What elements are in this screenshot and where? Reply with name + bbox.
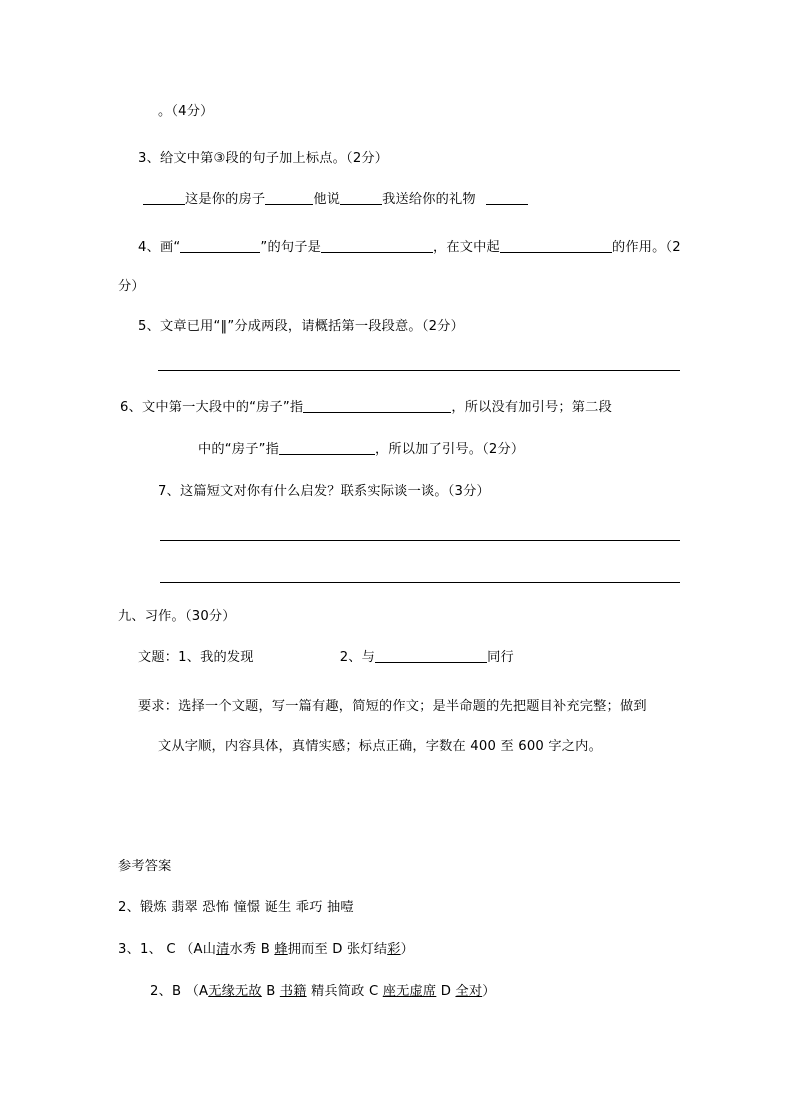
q4-answer-blank-2[interactable] xyxy=(500,240,612,253)
q3-segment-3: 我送给你的礼物 xyxy=(382,192,476,207)
ak3b-underlined-4: 全对 xyxy=(455,984,483,999)
q3-segment-1: 这是你的房子 xyxy=(185,192,266,207)
question-6-line-1 xyxy=(120,400,612,414)
question-3-answer-line xyxy=(143,192,528,206)
ak3-underlined-1: 清 xyxy=(216,942,230,957)
q6-answer-blank-1[interactable] xyxy=(303,400,451,413)
punctuation-blank-1[interactable] xyxy=(143,192,185,205)
question-4-prompt xyxy=(138,240,681,254)
punctuation-blank-4[interactable] xyxy=(486,192,528,205)
ak3-underlined-3: 彩 xyxy=(387,942,401,957)
answer-key-item-3-line-1 xyxy=(118,943,414,956)
question-2-tail: 。（4分） xyxy=(158,104,214,119)
punctuation-blank-3[interactable] xyxy=(340,192,382,205)
ak3b-underlined-1: 无缘无故 xyxy=(208,984,262,999)
ak3-prefix: 3、1、 C （A山 xyxy=(118,942,217,957)
composition-topic-2-prefix: 2、与 xyxy=(339,650,376,665)
question-5-answer-rule[interactable] xyxy=(158,370,680,371)
ak3-mid-2: 拥而至 D 张灯结 xyxy=(287,942,388,957)
q4-text-part-3: ，在文中起 xyxy=(433,240,500,255)
composition-topic-2-suffix: 同行 xyxy=(487,650,514,665)
q4-quoted-blank[interactable] xyxy=(180,240,260,253)
composition-topics xyxy=(138,650,514,664)
question-7-answer-rule-2[interactable] xyxy=(160,582,680,583)
question-6-line-2 xyxy=(198,442,524,456)
composition-topic-1: 文题：1、我的发现 xyxy=(138,650,254,665)
q6-text-part-2: ，所以没有加引号；第二段 xyxy=(451,400,612,415)
answer-key-item-3-line-2 xyxy=(150,985,496,998)
question-3-prompt: 3、给文中第③段的句子加上标点。（2分） xyxy=(138,151,389,166)
composition-requirement-line-1: 要求：选择一个文题，写一篇有趣，简短的作文；是半命题的先把题目补充完整；做到 xyxy=(138,699,647,714)
ak3-mid-1: 水秀 B xyxy=(229,942,275,957)
ak3b-mid-1: B xyxy=(261,984,280,999)
answer-key-item-2: 2、锻炼 翡翠 恐怖 憧憬 诞生 乖巧 抽噎 xyxy=(118,900,354,915)
question-4-wrap: 分） xyxy=(118,279,145,294)
q6-text-part-3: 中的“房子”指 xyxy=(198,442,280,457)
question-7-prompt: 7、这篇短文对你有什么启发？联系实际谈一谈。（3分） xyxy=(158,484,490,499)
q6-text-part-4: ，所以加了引号。（2分） xyxy=(375,442,525,457)
ak3b-mid-2: 精兵简政 C xyxy=(306,984,383,999)
question-5-prompt: 5、文章已用“‖”分成两段，请概括第一段段意。（2分） xyxy=(138,319,464,334)
ak3b-underlined-2: 书籍 xyxy=(279,984,307,999)
q6-answer-blank-2[interactable] xyxy=(279,442,375,455)
question-7-answer-rule-1[interactable] xyxy=(160,540,680,541)
punctuation-blank-2[interactable] xyxy=(265,192,313,205)
composition-requirement-line-2: 文从字顺，内容具体，真情实感；标点正确，字数在 400 至 600 字之内。 xyxy=(158,739,602,754)
composition-topic-2-blank[interactable] xyxy=(375,650,487,663)
ak3-underlined-2: 蜂 xyxy=(274,942,288,957)
q3-segment-2: 他说 xyxy=(313,192,341,207)
q4-answer-blank-1[interactable] xyxy=(321,240,433,253)
ak3-suffix: ） xyxy=(400,942,414,957)
ak3b-prefix: 2、B （A xyxy=(150,984,209,999)
q4-text-part-2: ”的句子是 xyxy=(260,240,321,255)
q6-text-part-1: 6、文中第一大段中的“房子”指 xyxy=(120,400,304,415)
q4-text-part-4: 的作用。（2 xyxy=(611,240,681,255)
composition-section-heading: 九、习作。（30分） xyxy=(118,609,236,624)
answer-key-heading: 参考答案 xyxy=(118,859,172,874)
ak3b-mid-3: D xyxy=(436,984,456,999)
ak3b-suffix: ） xyxy=(482,984,496,999)
q4-text-part-1: 4、画“ xyxy=(138,240,181,255)
ak3b-underlined-3: 座无虚席 xyxy=(382,984,437,999)
